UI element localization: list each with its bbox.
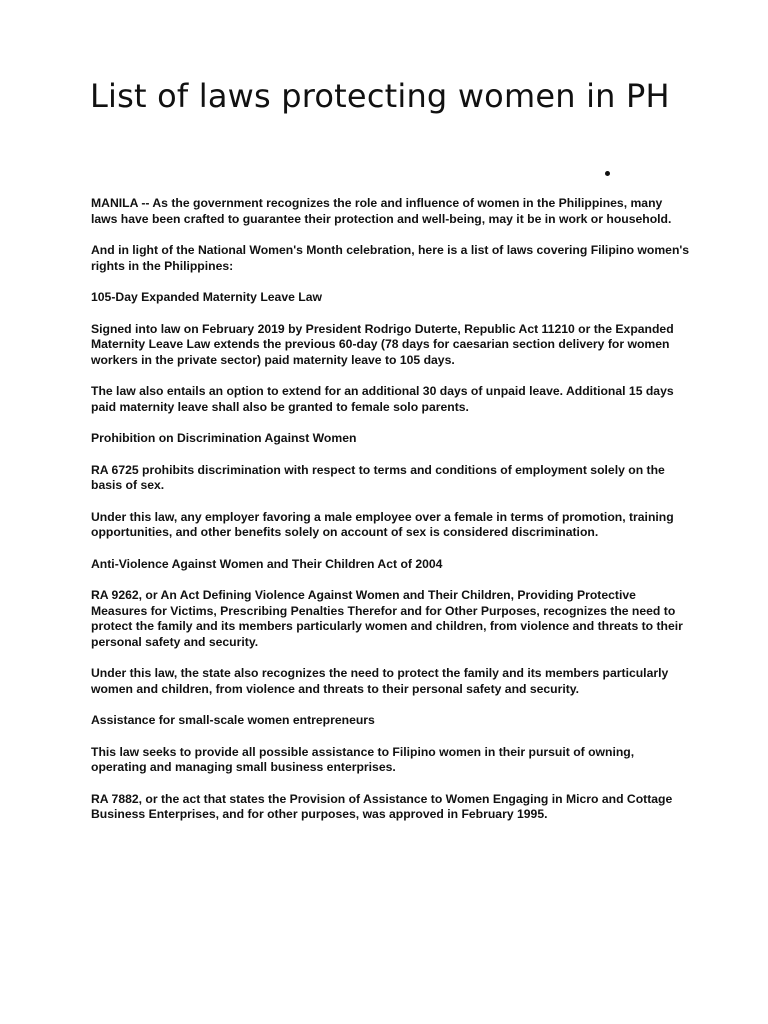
- section-heading-discrimination: Prohibition on Discrimination Against Women: [91, 431, 357, 445]
- body-paragraph: The law also entails an option to extend for an additional 30 days of unpaid leave. Additional 15 days paid maternity leave shall also be granted to female solo parents.: [91, 384, 674, 414]
- section-heading-entrepreneurs: Assistance for small-scale women entrepreneurs: [91, 713, 375, 727]
- page-title: List of laws protecting women in PH: [90, 77, 670, 115]
- section-heading-anti-violence: Anti-Violence Against Women and Their Children Act of 2004: [91, 556, 443, 571]
- body-paragraph: Under this law, the state also recognizes the need to protect the family and its members particularly women and children, from violence and threats to their personal safety and security.: [91, 666, 669, 696]
- body-paragraph: Under this law, any employer favoring a male employee over a female in terms of promotion, training opportunities, and other benefits solely on account of sex is considered discrimination.: [91, 509, 674, 539]
- section-heading-maternity-leave: 105-Day Expanded Maternity Leave Law: [91, 290, 322, 304]
- article-body: [91, 196, 691, 839]
- body-paragraph: RA 7882, or the act that states the Provision of Assistance to Women Engaging in Micro and Cottage Business Enterprises, and for other purposes, was approved in February 1995.: [91, 791, 673, 821]
- intro-paragraph: MANILA -- As the government recognizes the role and influence of women in the Philippines, many laws have been crafted to guarantee their protection and well-being, may it be in work or household.: [91, 196, 672, 226]
- body-paragraph: RA 9262, or An Act Defining Violence Against Women and Their Children, Providing Protective Measures for Victims, Prescribing Penalties Therefor and for Other Purposes, recognizes the need to protect the family and its members particularly women and children, from violence and threats to their personal safety and security.: [91, 588, 683, 649]
- body-paragraph: Signed into law on February 2019 by President Rodrigo Duterte, Republic Act 11210 or the Expanded Maternity Leave Law extends the previous 60-day (78 days for caesarian section delivery for women workers in the private sector) paid maternity leave to 105 days.: [91, 321, 674, 367]
- bullet-dot: [605, 171, 610, 176]
- intro-paragraph: And in light of the National Women's Month celebration, here is a list of laws covering Filipino women's rights in the Philippines:: [91, 243, 690, 273]
- body-paragraph: RA 6725 prohibits discrimination with respect to terms and conditions of employment solely on the basis of sex.: [91, 462, 665, 492]
- body-paragraph: This law seeks to provide all possible assistance to Filipino women in their pursuit of owning, operating and managing small business enterprises.: [91, 744, 635, 774]
